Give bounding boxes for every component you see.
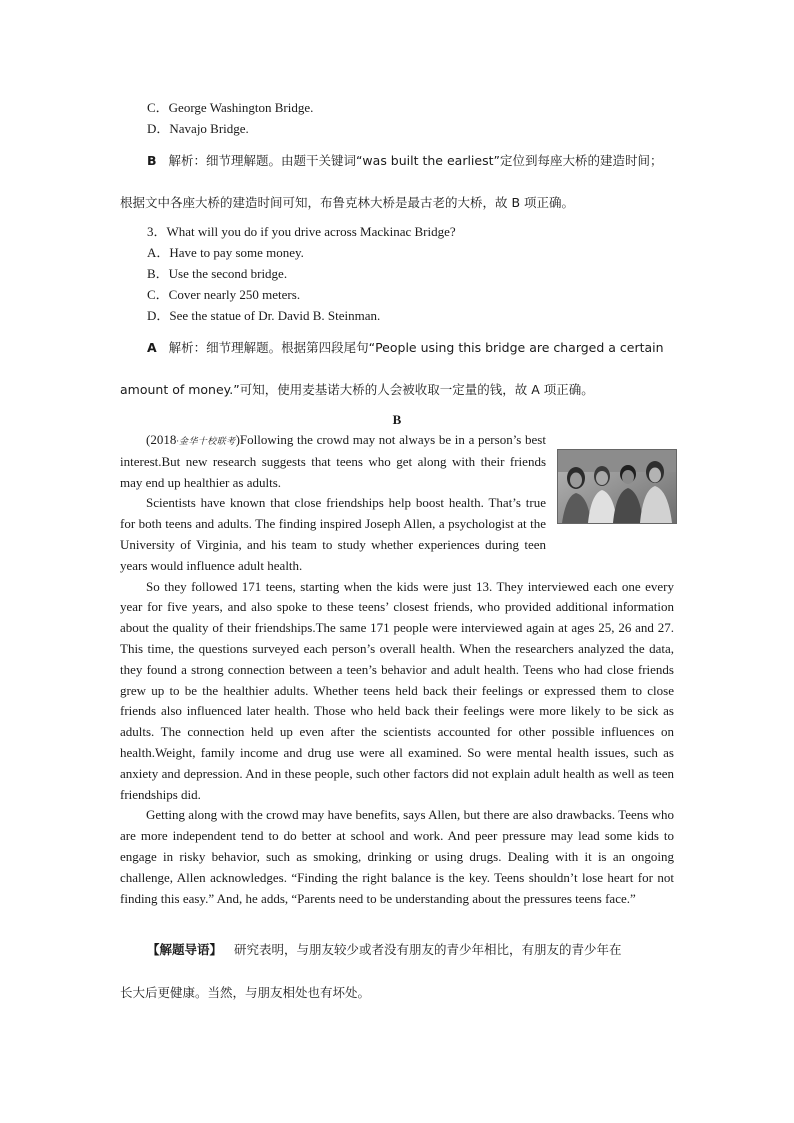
guide-label: 【解题导语】	[147, 942, 223, 957]
q2-analysis-line1	[147, 153, 662, 169]
q3-option-c: C．Cover nearly 250 meters.	[147, 287, 301, 302]
photo-float-spacer	[546, 449, 674, 543]
paragraph-2-text: Scientists have known that close friendships help boost health. That’s true for both teens and adults. The finding inspired Joseph Allen, a psychologist at the University of Virginia, and his team to study whether experiences during teen years would influence adult health.	[120, 495, 546, 573]
source-close: )	[235, 432, 240, 447]
q3-answer-letter: A	[147, 340, 157, 355]
source-name: ·金华十校联考	[176, 436, 236, 446]
q2-option-d: D．Navajo Bridge.	[147, 121, 249, 136]
guide-line2: 长大后更健康。当然，与朋友相处也有坏处。	[120, 985, 371, 1000]
paragraph-4-text: Getting along with the crowd may have benefits, says Allen, but there are also drawbacks. Teens who are more independent tend to do better at school and work. And peer pressure may lead some kids to engage in risky behavior, such as smoking, drinking or using drugs. Dealing with it is an ongoing challenge, Allen acknowledges. “Finding the right balance is the key. Teens shouldn’t lose heart for not finding this easy.” And, he adds, “Parents need to be understanding about the pressures teens face.”	[120, 807, 674, 906]
q3-analysis-text: 解析：细节理解题。根据第四段尾句“People using this bridge are charged a certain	[168, 340, 664, 355]
q3-analysis-line2: amount of money.”可知，使用麦基诺大桥的人会被收取一定量的钱，故 A 项正确。	[120, 382, 594, 397]
q2-answer-letter: B	[147, 153, 157, 168]
q3-analysis-line1	[147, 340, 664, 356]
source-year: (2018	[146, 432, 177, 447]
paragraph-3-text: So they followed 171 teens, starting when the kids were just 13. They interviewed each one every year for five years, and also spoke to these teens’ closest friends, who provided additional information about the quality of their friendships.The same 171 people were interviewed again at ages 25, 26 and 27. This time, the questions surveyed each person’s overall health. When the researchers analyzed the data, they found a strong connection between a teen’s behavior and adult health. Teens who had close friends grew up to be the healthier adults. Whether teens held back their feelings or expressed them to close friends also influenced later health. Those who held back their feelings were more likely to be sick as adults. The connection held up even after the scientists accounted for other possible influences on health.Weight, family income and drug use were all examined. So were mental health issues, such as anxiety and depression. And in these people, such other factors did not explain adult health as well as teen friendships did.	[120, 578, 674, 802]
guide-text-1: 研究表明，与朋友较少或者没有朋友的青少年相比，有朋友的青少年在	[233, 942, 622, 957]
q3-option-a: A．Have to pay some money.	[147, 245, 304, 260]
passage-b	[120, 430, 674, 909]
q2-option-c: C．George Washington Bridge.	[147, 100, 314, 115]
passage-paragraph-4	[120, 805, 674, 909]
passage-paragraph-3	[120, 577, 674, 806]
q3-option-d: D．See the statue of Dr. David B. Steinman.	[147, 308, 381, 323]
q2-analysis-text: 解析：细节理解题。由题干关键词“was built the earliest”定位到每座大桥的建造时间；	[168, 153, 663, 168]
paragraph-1-text: Following the crowd may not always be in a person’s best interest.But new research suggests that teens who get along with their friends may end up healthier as adults.	[120, 432, 546, 490]
q2-analysis-line2: 根据文中各座大桥的建造时间可知，布鲁克林大桥是最古老的大桥，故 B 项正确。	[120, 195, 575, 210]
guide-line1	[147, 942, 621, 958]
q3-option-b: B．Use the second bridge.	[147, 266, 288, 281]
passage-heading: B	[392, 412, 402, 427]
q3-stem: 3．What will you do if you drive across Mackinac Bridge?	[147, 224, 456, 239]
